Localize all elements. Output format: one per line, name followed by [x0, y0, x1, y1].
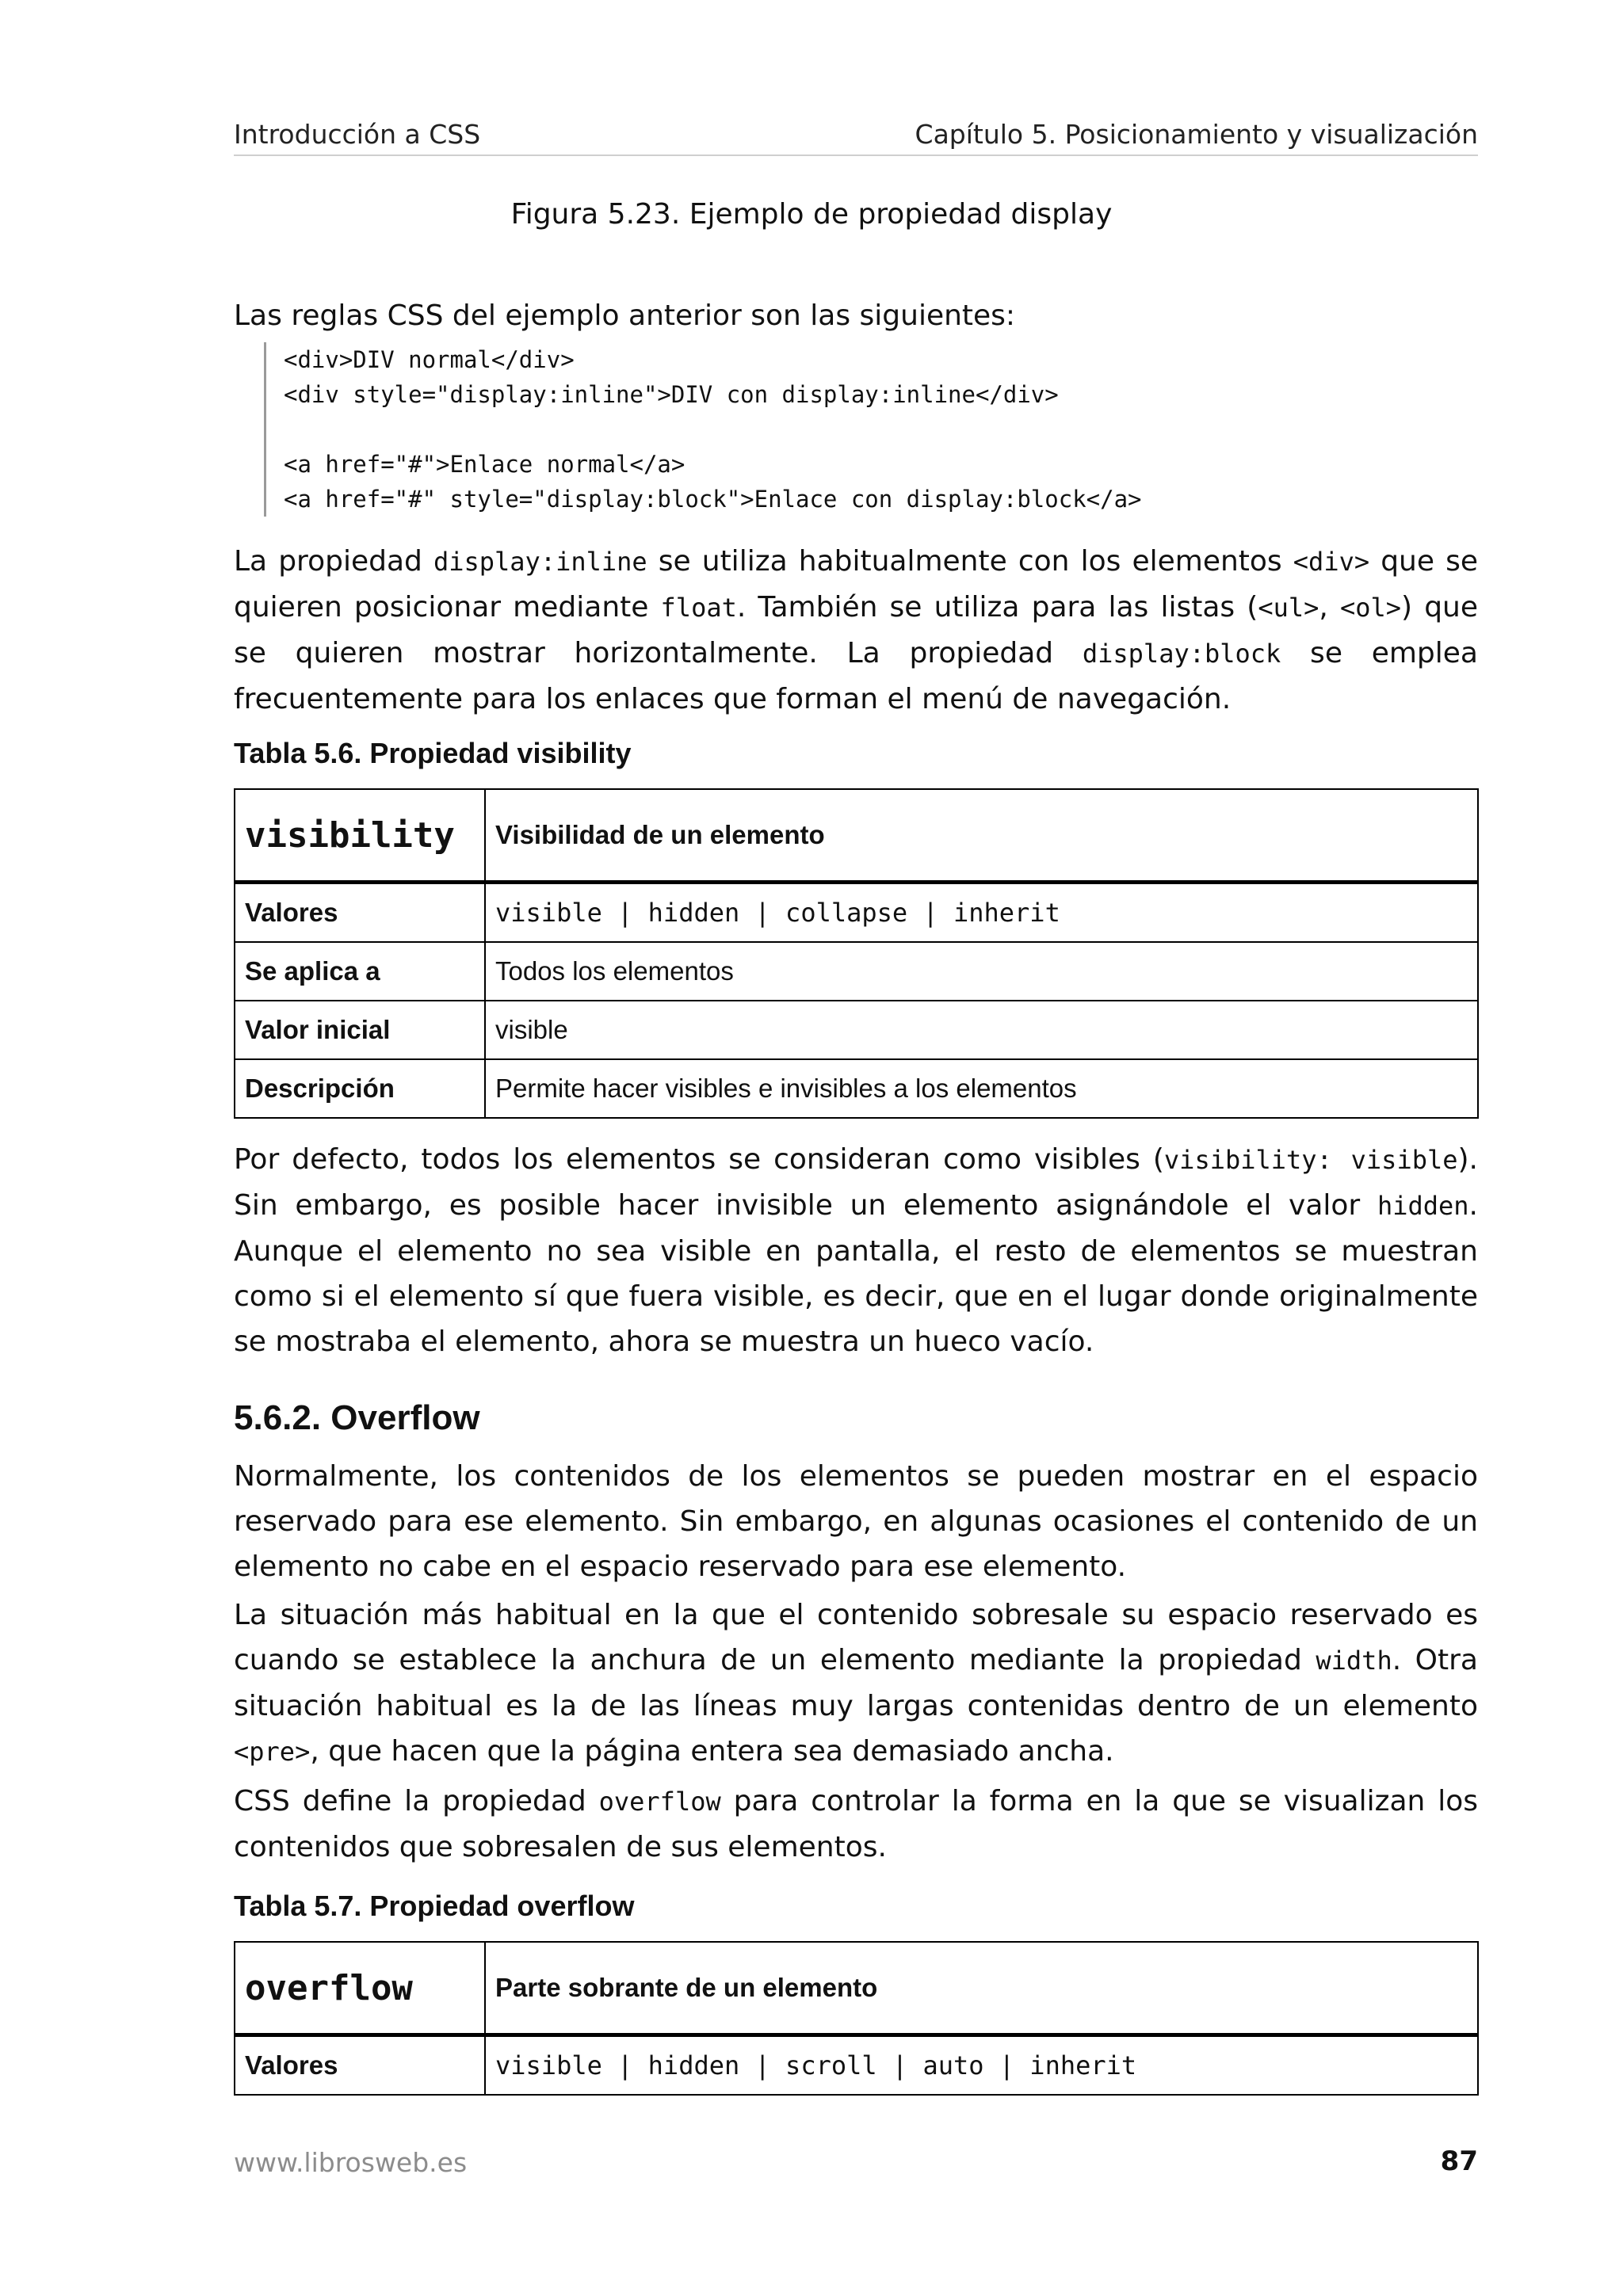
- paragraph-overflow-definition: CSS define la propiedad overflow para controlar la forma en la que se visualizan los contenidos que sobresalen de sus elementos.: [234, 1785, 1478, 1863]
- property-name: overflow: [235, 1942, 485, 2035]
- visibility-property-table: [234, 788, 1479, 1119]
- inline-code: <div>: [1293, 547, 1370, 577]
- table-caption-overflow: Tabla 5.7. Propiedad overflow: [234, 1890, 635, 1922]
- table-row: Descripción Permite hacer visibles e invisibles a los elementos: [235, 1059, 1478, 1118]
- header-book-title: Introducción a CSS: [234, 119, 481, 150]
- header-chapter-title: Capítulo 5. Posicionamiento y visualización: [915, 119, 1478, 150]
- inline-code: overflow: [598, 1787, 721, 1817]
- inline-code: visibility: visible: [1163, 1145, 1458, 1175]
- page-number: 87: [1440, 2145, 1478, 2177]
- table-row: Valores visible | hidden | collapse | inherit: [235, 883, 1478, 943]
- inline-code: <ol>: [1339, 593, 1402, 623]
- overflow-property-table: [234, 1941, 1479, 2096]
- property-name: visibility: [235, 789, 485, 883]
- table-header-row: [235, 1942, 1478, 2035]
- property-description: Parte sobrante de un elemento: [485, 1942, 1478, 2035]
- paragraph-visibility-default: Por defecto, todos los elementos se consideran como visibles (visibility: visible). Sin embargo, es posible hacer invisible un elemento asignándole el valor hidden. Aunque el elemento no sea visible en pantalla, el resto de elementos se muestran como si el elemento sí que fuera visible, es decir, que en el lugar donde originalmente se mostraba el elemento, ahora se muestra un hueco vacío.: [234, 1143, 1478, 1358]
- paragraph-overflow-situations: La situación más habitual en la que el contenido sobresale su espacio reservado es cuando se establece la anchura de un elemento mediante la propiedad width. Otra situación habitual es la de las líneas muy largas contenidas dentro de un elemento <pre>, que hacen que la página entera sea demasiado ancha.: [234, 1599, 1478, 1768]
- intro-paragraph: Las reglas CSS del ejemplo anterior son las siguientes:: [234, 299, 1016, 332]
- paragraph-overflow-intro: Normalmente, los contenidos de los elementos se pueden mostrar en el espacio reservado para ese elemento. Sin embargo, en algunas ocasiones el contenido de un elemento no cabe en el espacio reservado para ese elemento.: [234, 1460, 1478, 1583]
- table-row: Valor inicial visible: [235, 1001, 1478, 1059]
- page-header: [234, 119, 1478, 156]
- property-description: Visibilidad de un elemento: [485, 789, 1478, 883]
- code-line: <div>DIV normal</div>: [284, 346, 575, 373]
- code-block: [264, 342, 1142, 517]
- inline-code: display:block: [1082, 639, 1281, 669]
- table-row: Se aplica a Todos los elementos: [235, 942, 1478, 1001]
- inline-code: <ul>: [1258, 593, 1319, 623]
- inline-code: float: [660, 593, 737, 623]
- code-line: <div style="display:inline">DIV con display:inline</div>: [284, 381, 1059, 408]
- inline-code: display:inline: [433, 547, 647, 577]
- figure-caption: Figura 5.23. Ejemplo de propiedad display: [510, 198, 1113, 231]
- code-line: <a href="#">Enlace normal</a>: [284, 451, 685, 478]
- inline-code: hidden: [1377, 1191, 1469, 1221]
- table-row: Valores visible | hidden | scroll | auto | inherit: [235, 2035, 1478, 2096]
- code-line: <a href="#" style="display:block">Enlace con display:block</a>: [284, 486, 1142, 513]
- section-heading: 5.6.2. Overflow: [234, 1398, 480, 1437]
- footer-website-link[interactable]: www.librosweb.es: [234, 2147, 468, 2178]
- paragraph-display-usage: La propiedad display:inline se utiliza habitualmente con los elementos <div> que se quieren posicionar mediante float. También se utiliza para las listas (<ul>, <ol>) que se quieren mostrar horizontalmente. La propiedad display:block se emplea frecuentemente para los enlaces que forman el menú de navegación.: [234, 545, 1479, 715]
- table-header-row: [235, 789, 1478, 883]
- table-caption-visibility: Tabla 5.6. Propiedad visibility: [234, 737, 632, 769]
- inline-code: <pre>: [234, 1737, 311, 1767]
- inline-code: width: [1316, 1646, 1392, 1676]
